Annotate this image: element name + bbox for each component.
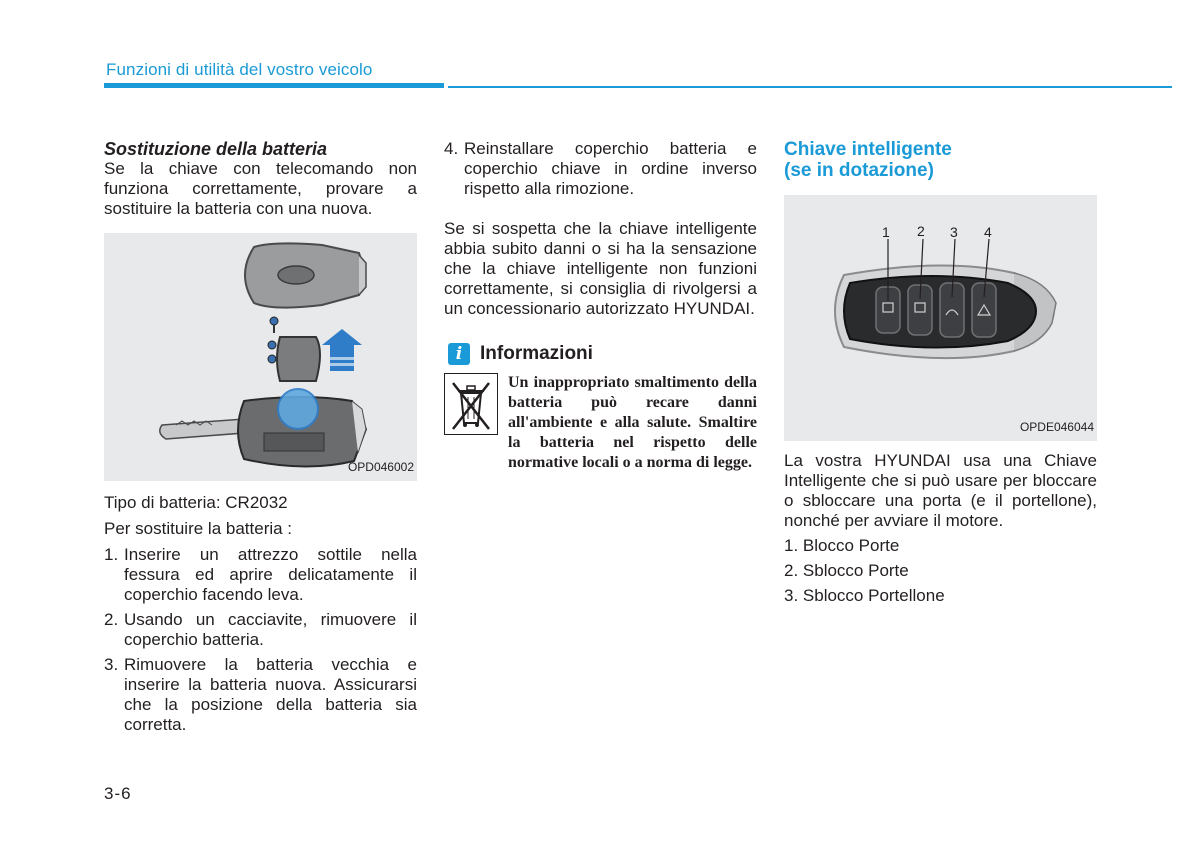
step4-list: [444, 139, 757, 199]
info-icon: i: [448, 343, 470, 365]
heading-smart-key: Chiave intelligente: [784, 139, 952, 160]
list-item: 3. Rimuovere la batteria vecchia e inserire la batteria nuova. Assicurarsi che la posizione della batteria sia corretta.: [104, 655, 417, 734]
list-item: 2. Sblocco Porte: [784, 561, 909, 580]
figure-code: OPDE046044: [1019, 420, 1094, 434]
key-disassembly-illustration: [104, 233, 417, 481]
list-item: 2. Usando un cacciavite, rimuovere il coperchio batteria.: [104, 610, 417, 649]
info-box: [444, 373, 757, 473]
heading-battery-replacement: Sostituzione della batteria: [104, 139, 328, 159]
smart-key-illustration: [784, 195, 1097, 441]
column-step4-info: [444, 139, 757, 473]
crossed-bin-icon: [444, 373, 498, 435]
header-rule-thin: [448, 86, 1172, 88]
key-button-label: 3: [950, 224, 958, 240]
column-battery-replacement: [104, 139, 417, 740]
heading-smart-key-optional: (se in dotazione): [784, 160, 934, 181]
column-smart-key: [784, 139, 1097, 606]
damage-paragraph: Se si sospetta che la chiave intelligente abbia subito danni o si ha la sensazione che la chiave intelligente non funzioni correttamente, si consiglia di rivolgersi a un concessionario autorizzato HYUNDAI.: [444, 219, 757, 318]
steps-list: [104, 545, 417, 735]
section-title: Funzioni di utilità del vostro veicolo: [106, 60, 373, 79]
list-item: 1. Inserire un attrezzo sottile nella fessura ed aprire delicatamente il coperchio facendo leva.: [104, 545, 417, 604]
info-header: [444, 343, 757, 365]
intro-paragraph: Se la chiave con telecomando non funziona correttamente, provare a sostituire la batteria con una nuova.: [104, 159, 417, 218]
battery-type: Tipo di batteria: CR2032: [104, 493, 288, 512]
list-item: 4. Reinstallare coperchio batteria e coperchio chiave in ordine inverso rispetto alla rimozione.: [444, 139, 757, 198]
info-text: Un inappropriato smaltimento della batteria può recare danni all'ambiente e alla salute. Smaltire la batteria nel rispetto delle normative locali o a norma di legge.: [508, 374, 757, 471]
list-item: 3. Sblocco Portellone: [784, 586, 945, 605]
page-number: 3-6: [104, 784, 132, 803]
header-rule-thick: [104, 83, 444, 88]
smart-key-paragraph: La vostra HYUNDAI usa una Chiave Intelligente che si può usare per bloccare o sbloccare una porta (e il portellone), nonché per avviare il motore.: [784, 451, 1097, 530]
figure-code: OPD046002: [347, 460, 414, 474]
key-button-label: 2: [917, 223, 925, 239]
figure-key-battery: [104, 233, 417, 481]
key-button-label: 1: [882, 224, 890, 240]
info-title: Informazioni: [480, 343, 593, 364]
list-item: 1. Blocco Porte: [784, 536, 900, 555]
figure-smart-key: [784, 195, 1097, 441]
steps-intro: Per sostituire la batteria :: [104, 519, 293, 538]
key-button-label: 4: [984, 224, 992, 240]
